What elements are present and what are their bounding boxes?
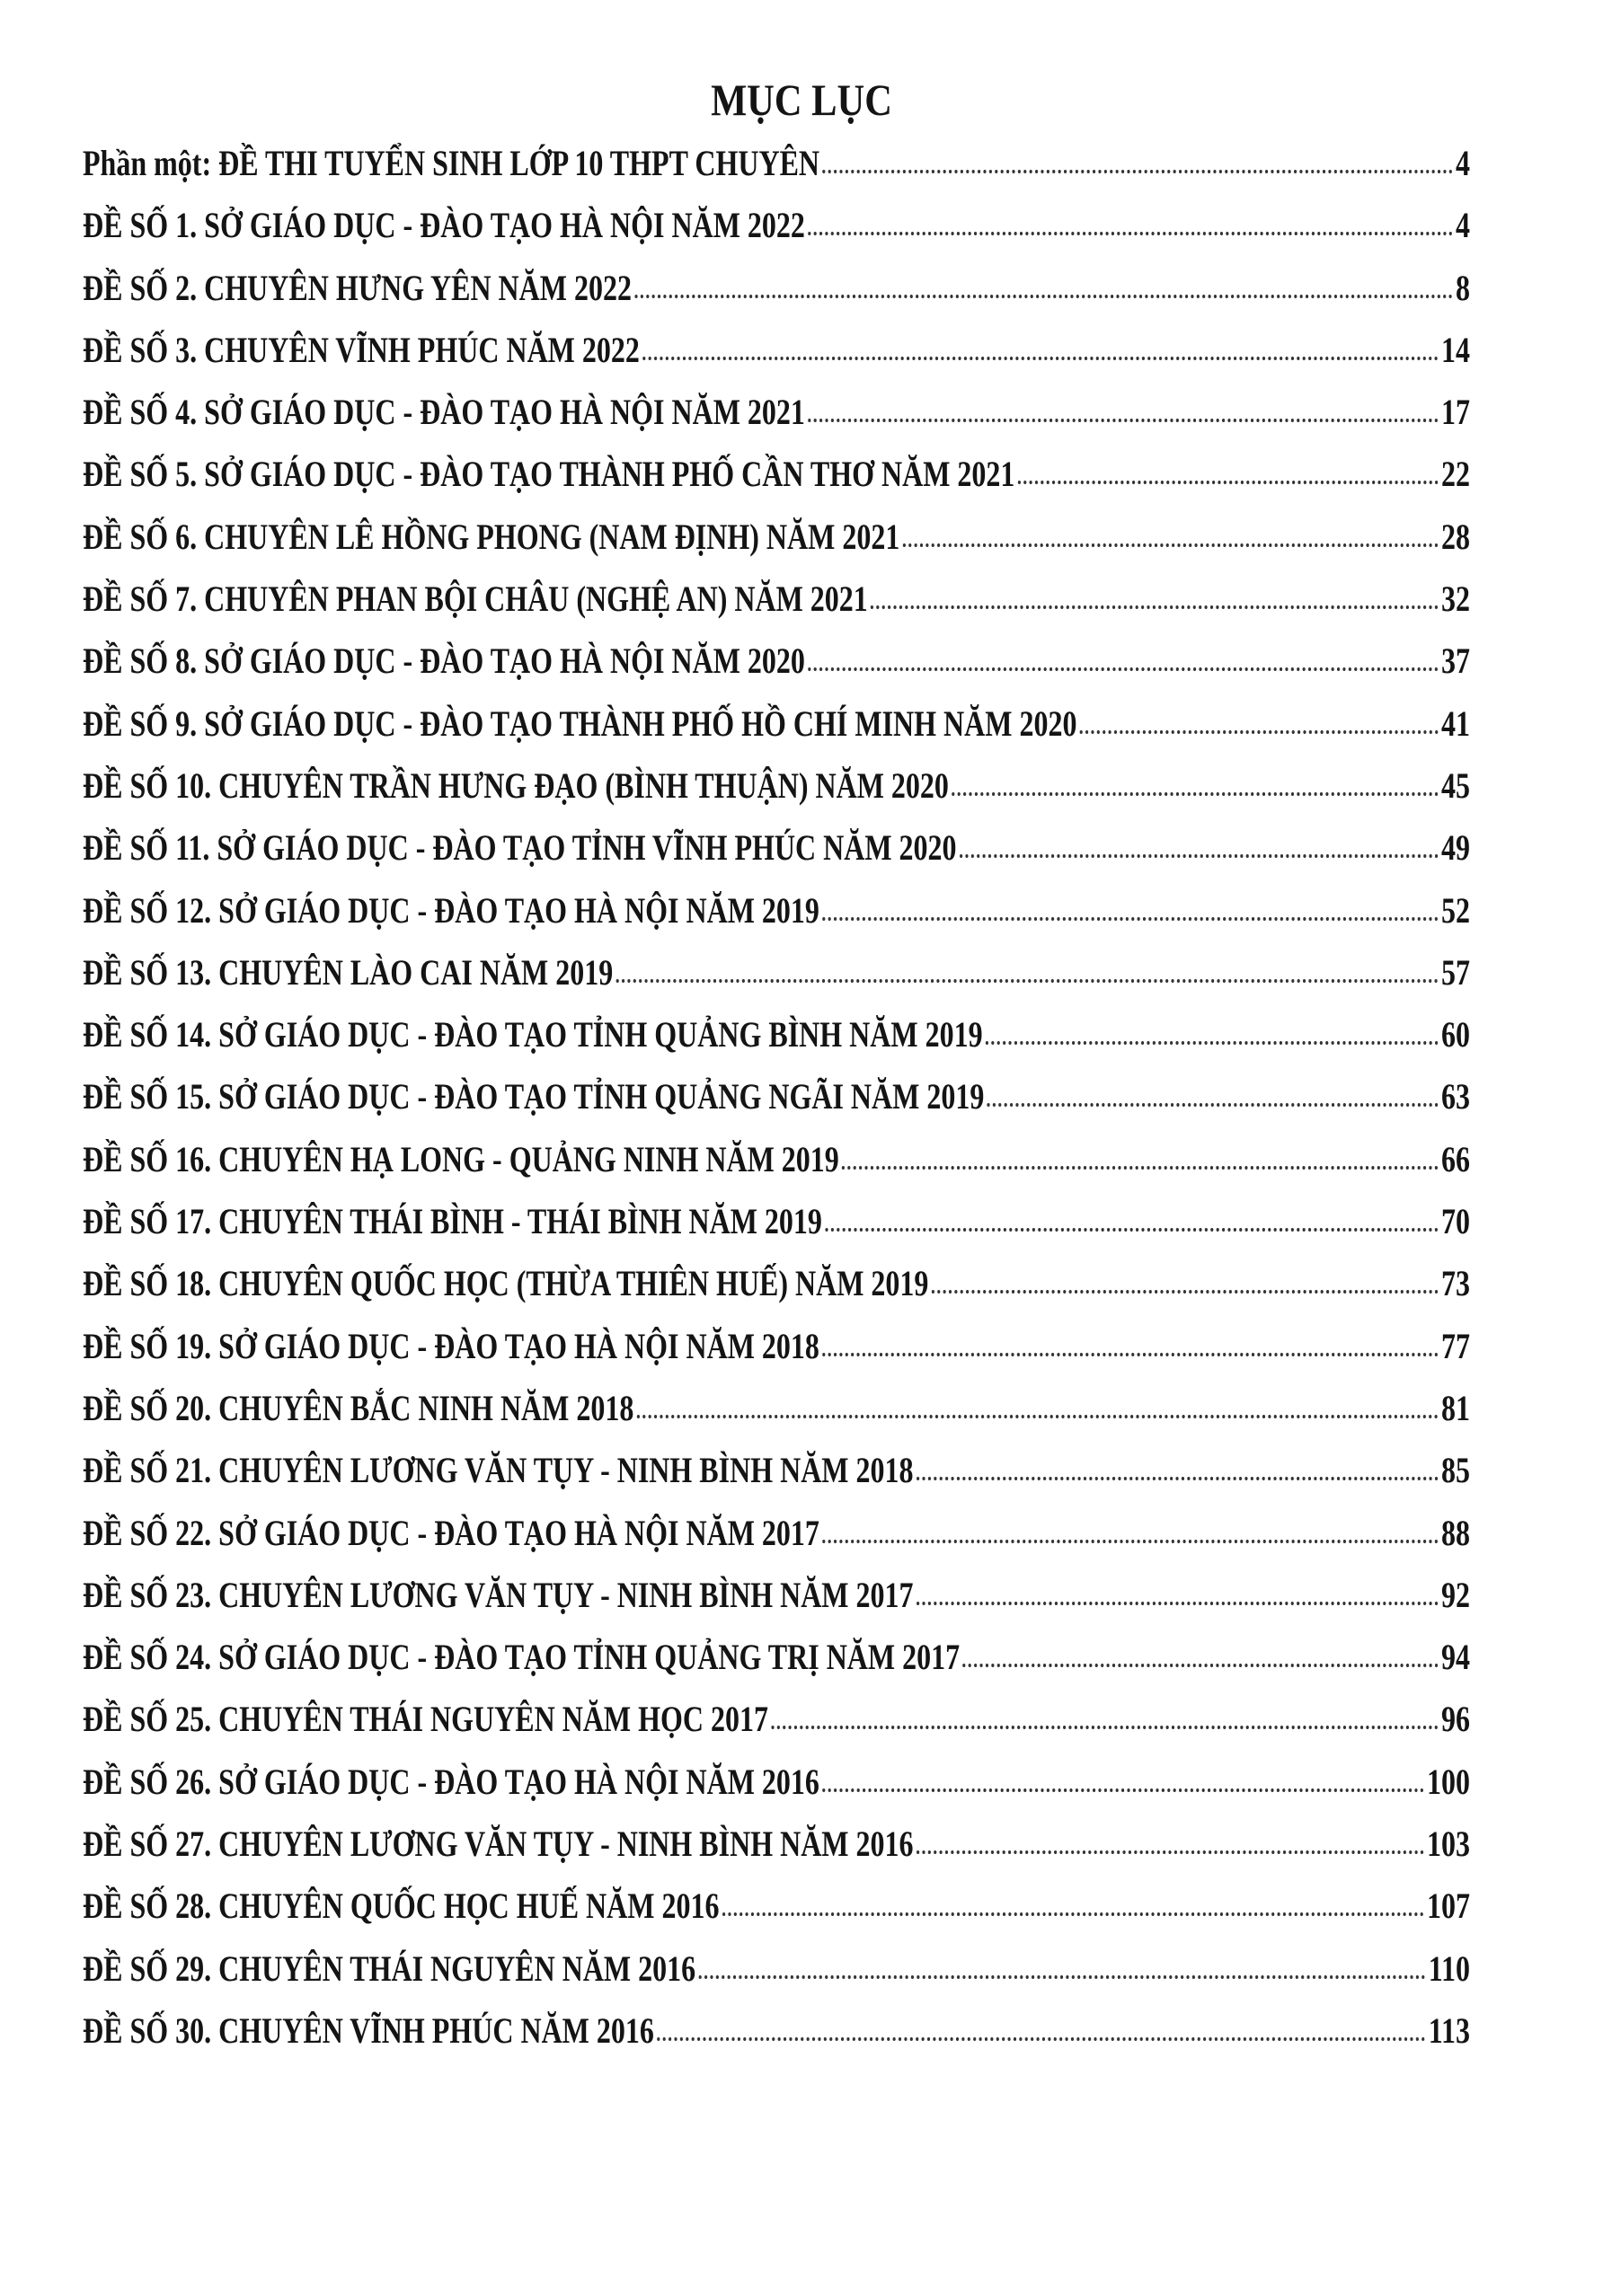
toc-entry-label: ĐỀ SỐ 2. CHUYÊN HƯNG YÊN NĂM 2022 xyxy=(83,267,632,308)
toc-entry[interactable] xyxy=(83,1698,1470,1760)
toc-entry-page: 63 xyxy=(1441,1076,1470,1117)
toc-entry-label: ĐỀ SỐ 30. CHUYÊN VĨNH PHÚC NĂM 2016 xyxy=(83,2009,654,2051)
toc-entry[interactable] xyxy=(83,267,1470,329)
toc-entry[interactable] xyxy=(83,329,1470,391)
dot-leader xyxy=(698,1975,1425,1979)
toc-entry[interactable] xyxy=(83,1138,1470,1200)
toc-entry-label: ĐỀ SỐ 20. CHUYÊN BẮC NINH NĂM 2018 xyxy=(83,1387,634,1428)
toc-entry[interactable] xyxy=(83,142,1470,204)
toc-entry[interactable] xyxy=(83,640,1470,702)
dot-leader xyxy=(822,917,1439,921)
toc-entry[interactable] xyxy=(83,578,1470,640)
toc-entry-label: ĐỀ SỐ 3. CHUYÊN VĨNH PHÚC NĂM 2022 xyxy=(83,329,640,370)
dot-leader xyxy=(822,1540,1439,1543)
dot-leader xyxy=(642,357,1439,360)
toc-entry[interactable] xyxy=(83,453,1470,515)
toc-entry-page: 88 xyxy=(1441,1512,1470,1553)
dot-leader xyxy=(722,1912,1424,1916)
dot-leader xyxy=(808,232,1453,235)
toc-entry-page: 107 xyxy=(1427,1885,1470,1927)
dot-leader xyxy=(822,170,1453,173)
toc-entry-page: 52 xyxy=(1441,889,1470,931)
dot-leader xyxy=(917,1850,1424,1854)
dot-leader xyxy=(960,854,1439,858)
toc-entry-label: ĐỀ SỐ 4. SỞ GIÁO DỤC - ĐÀO TẠO HÀ NỘI NĂM 2021 xyxy=(83,392,805,433)
dot-leader xyxy=(634,295,1453,298)
toc-entry-page: 60 xyxy=(1441,1014,1470,1055)
toc-entry-page: 94 xyxy=(1441,1637,1470,1678)
toc-entry-page: 17 xyxy=(1441,392,1470,433)
toc-entry-label: ĐỀ SỐ 1. SỞ GIÁO DỤC - ĐÀO TẠO HÀ NỘI NĂM 2022 xyxy=(83,205,805,246)
toc-entry-label: ĐỀ SỐ 5. SỞ GIÁO DỤC - ĐÀO TẠO THÀNH PHỐ CẦN THƠ NĂM 2021 xyxy=(83,454,1015,495)
toc-entry-page: 37 xyxy=(1441,640,1470,682)
toc-entry[interactable] xyxy=(83,1823,1470,1885)
toc-entry[interactable] xyxy=(83,1636,1470,1698)
toc-entry[interactable] xyxy=(83,702,1470,764)
toc-entry[interactable] xyxy=(83,1574,1470,1636)
toc-entry-page: 4 xyxy=(1456,205,1470,246)
toc-entry-page: 66 xyxy=(1441,1138,1470,1179)
page-title: MỤC LỤC xyxy=(711,75,892,125)
dot-leader xyxy=(917,1602,1439,1605)
toc-entry-page: 57 xyxy=(1441,951,1470,993)
toc-entry-page: 77 xyxy=(1441,1325,1470,1366)
toc-entry-label: ĐỀ SỐ 14. SỞ GIÁO DỤC - ĐÀO TẠO TỈNH QUẢNG BÌNH NĂM 2019 xyxy=(83,1014,983,1055)
dot-leader xyxy=(987,1103,1439,1107)
dot-leader xyxy=(932,1290,1439,1294)
dot-leader xyxy=(871,605,1439,609)
toc-entry-label: ĐỀ SỐ 23. CHUYÊN LƯƠNG VĂN TỤY - NINH BÌNH NĂM 2017 xyxy=(83,1574,914,1615)
toc-entry-page: 113 xyxy=(1428,2009,1470,2051)
toc-entry-page: 41 xyxy=(1441,702,1470,744)
toc-entry[interactable] xyxy=(83,1947,1470,2009)
toc-entry[interactable] xyxy=(83,2009,1470,2071)
toc-entry[interactable] xyxy=(83,1013,1470,1075)
toc-entry-label: ĐỀ SỐ 22. SỞ GIÁO DỤC - ĐÀO TẠO HÀ NỘI NĂM 2017 xyxy=(83,1512,819,1553)
toc-entry-label: ĐỀ SỐ 25. CHUYÊN THÁI NGUYÊN NĂM HỌC 2017 xyxy=(83,1699,769,1740)
toc-entry-page: 14 xyxy=(1441,329,1470,370)
toc-entry-label: ĐỀ SỐ 26. SỞ GIÁO DỤC - ĐÀO TẠO HÀ NỘI NĂM 2016 xyxy=(83,1761,819,1802)
toc-entry-label: ĐỀ SỐ 18. CHUYÊN QUỐC HỌC (THỪA THIÊN HUẾ) NĂM 2019 xyxy=(83,1263,929,1304)
dot-leader xyxy=(903,543,1439,547)
toc-entry-page: 4 xyxy=(1456,143,1470,183)
toc-entry[interactable] xyxy=(83,516,1470,578)
dot-leader xyxy=(825,1228,1439,1232)
toc-entry-label: ĐỀ SỐ 27. CHUYÊN LƯƠNG VĂN TỤY - NINH BÌNH NĂM 2016 xyxy=(83,1824,914,1865)
toc-entry[interactable] xyxy=(83,1387,1470,1449)
toc-entry-label: ĐỀ SỐ 11. SỞ GIÁO DỤC - ĐÀO TẠO TỈNH VĨNH PHÚC NĂM 2020 xyxy=(83,827,957,869)
toc-entry-page: 28 xyxy=(1441,516,1470,557)
dot-leader xyxy=(822,1788,1424,1792)
toc-entry-label: ĐỀ SỐ 13. CHUYÊN LÀO CAI NĂM 2019 xyxy=(83,951,614,993)
toc-entry-page: 100 xyxy=(1427,1761,1470,1802)
toc-entry-label: ĐỀ SỐ 28. CHUYÊN QUỐC HỌC HUẾ NĂM 2016 xyxy=(83,1885,720,1927)
toc-entry-page: 70 xyxy=(1441,1201,1470,1242)
toc-entry-page: 92 xyxy=(1441,1574,1470,1615)
toc-entry-label: ĐỀ SỐ 10. CHUYÊN TRẦN HƯNG ĐẠO (BÌNH THUẬN) NĂM 2020 xyxy=(83,764,949,806)
toc-entry[interactable] xyxy=(83,204,1470,266)
dot-leader xyxy=(1080,730,1439,734)
dot-leader xyxy=(962,1664,1438,1667)
toc-entry-label: ĐỀ SỐ 16. CHUYÊN HẠ LONG - QUẢNG NINH NĂM 2019 xyxy=(83,1138,839,1179)
toc-entry-page: 110 xyxy=(1428,1947,1470,1989)
dot-leader xyxy=(986,1041,1439,1045)
toc-entry[interactable] xyxy=(83,951,1470,1013)
toc-entry[interactable] xyxy=(83,1512,1470,1574)
toc-entry[interactable] xyxy=(83,1449,1470,1511)
toc-entry-page: 96 xyxy=(1441,1699,1470,1740)
dot-leader xyxy=(917,1477,1439,1480)
toc-entry-page: 22 xyxy=(1441,454,1470,495)
toc-entry-page: 45 xyxy=(1441,764,1470,806)
toc-entry-page: 73 xyxy=(1441,1263,1470,1304)
dot-leader xyxy=(616,979,1438,983)
dot-leader xyxy=(952,792,1439,796)
toc-entry[interactable] xyxy=(83,1761,1470,1823)
toc-entry-page: 8 xyxy=(1456,267,1470,308)
toc-entry-label: ĐỀ SỐ 9. SỞ GIÁO DỤC - ĐÀO TẠO THÀNH PHỐ HỒ CHÍ MINH NĂM 2020 xyxy=(83,702,1077,744)
toc-entry[interactable] xyxy=(83,826,1470,888)
toc-entry[interactable] xyxy=(83,1325,1470,1387)
toc-entry[interactable] xyxy=(83,1885,1470,1947)
dot-leader xyxy=(771,1726,1439,1729)
toc-entry-label: Phần một: ĐỀ THI TUYỂN SINH LỚP 10 THPT CHUYÊN xyxy=(83,143,820,183)
toc-entry-page: 85 xyxy=(1441,1450,1470,1491)
toc-entry[interactable] xyxy=(83,1262,1470,1324)
toc-entry-label: ĐỀ SỐ 29. CHUYÊN THÁI NGUYÊN NĂM 2016 xyxy=(83,1947,696,1989)
toc-entry-label: ĐỀ SỐ 12. SỞ GIÁO DỤC - ĐÀO TẠO HÀ NỘI NĂM 2019 xyxy=(83,889,819,931)
toc-entry-label: ĐỀ SỐ 17. CHUYÊN THÁI BÌNH - THÁI BÌNH NĂM 2019 xyxy=(83,1201,822,1242)
dot-leader xyxy=(808,419,1439,422)
dot-leader xyxy=(842,1166,1439,1170)
toc-entry-label: ĐỀ SỐ 21. CHUYÊN LƯƠNG VĂN TỤY - NINH BÌNH NĂM 2018 xyxy=(83,1450,914,1491)
dot-leader xyxy=(808,667,1439,671)
toc-entry[interactable] xyxy=(83,764,1470,826)
toc-entry-page: 49 xyxy=(1441,827,1470,869)
toc-entry[interactable] xyxy=(83,889,1470,951)
toc-entry-label: ĐỀ SỐ 8. SỞ GIÁO DỤC - ĐÀO TẠO HÀ NỘI NĂM 2020 xyxy=(83,640,805,682)
toc-entry[interactable] xyxy=(83,1075,1470,1137)
toc-entry-label: ĐỀ SỐ 19. SỞ GIÁO DỤC - ĐÀO TẠO HÀ NỘI NĂM 2018 xyxy=(83,1325,819,1366)
toc-entry-label: ĐỀ SỐ 15. SỞ GIÁO DỤC - ĐÀO TẠO TỈNH QUẢNG NGÃI NĂM 2019 xyxy=(83,1076,985,1117)
dot-leader xyxy=(637,1415,1439,1418)
toc-entry-page: 103 xyxy=(1427,1824,1470,1865)
toc-entry-label: ĐỀ SỐ 6. CHUYÊN LÊ HỒNG PHONG (NAM ĐỊNH) NĂM 2021 xyxy=(83,516,900,557)
toc-entry-page: 32 xyxy=(1441,578,1470,620)
toc-entry-label: ĐỀ SỐ 7. CHUYÊN PHAN BỘI CHÂU (NGHỆ AN) NĂM 2021 xyxy=(83,578,868,620)
toc-entry-page: 81 xyxy=(1441,1387,1470,1428)
toc-entry[interactable] xyxy=(83,391,1470,453)
dot-leader xyxy=(657,2037,1425,2041)
dot-leader xyxy=(1018,481,1439,484)
toc-entry-label: ĐỀ SỐ 24. SỞ GIÁO DỤC - ĐÀO TẠO TỈNH QUẢNG TRỊ NĂM 2017 xyxy=(83,1637,961,1678)
table-of-contents xyxy=(83,142,1603,2071)
toc-entry[interactable] xyxy=(83,1200,1470,1262)
dot-leader xyxy=(822,1353,1439,1356)
